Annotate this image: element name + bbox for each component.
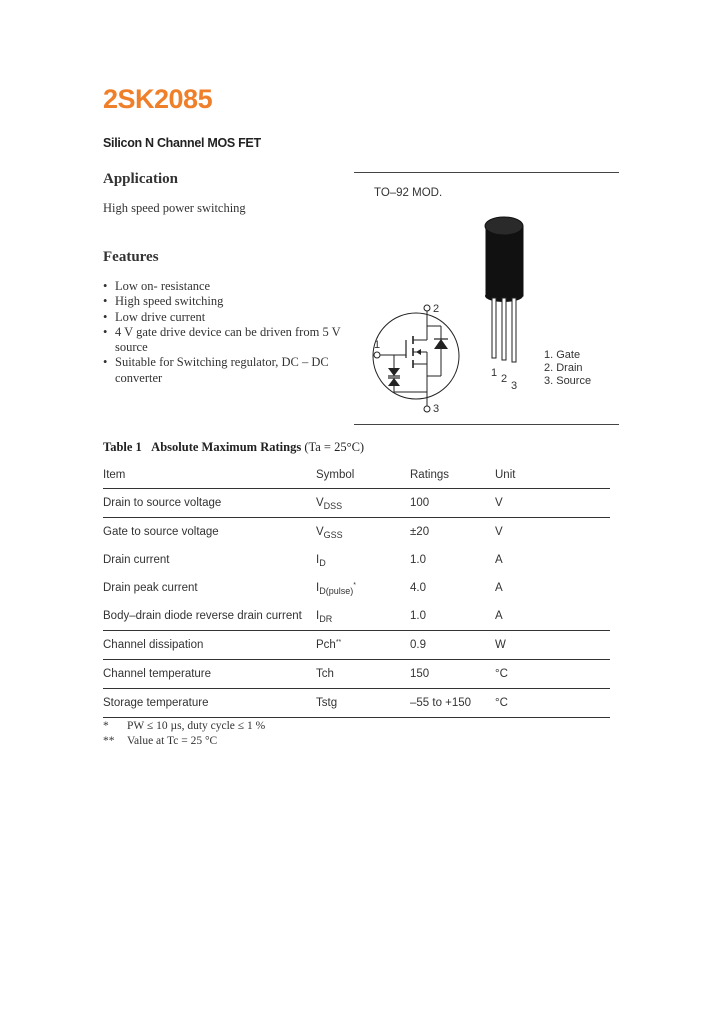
symbol-subscript: GSS xyxy=(323,530,343,540)
cell-item: Gate to source voltage xyxy=(103,526,219,538)
cell-rating: ±20 xyxy=(410,526,430,538)
footnote xyxy=(103,720,265,732)
package-bottom-rule xyxy=(354,424,619,425)
table-row xyxy=(103,631,610,660)
column-header-symbol: Symbol xyxy=(316,461,410,489)
symbol-subscript: DSS xyxy=(323,501,343,511)
table-row xyxy=(103,574,610,602)
cell-unit: W xyxy=(495,631,610,660)
feature-item xyxy=(103,355,343,386)
part-subtitle: Silicon N Channel MOS FET xyxy=(103,136,261,150)
cell-item: Channel dissipation xyxy=(103,631,316,660)
package-pin-1-number: 1 xyxy=(491,367,498,379)
symbol-base: V xyxy=(316,526,324,538)
feature-item xyxy=(103,325,343,356)
table-row xyxy=(103,518,610,547)
bullet-icon: • xyxy=(103,309,108,324)
feature-text: High speed switching xyxy=(115,294,224,309)
cell-item: Drain peak current xyxy=(103,582,198,594)
symbol-base: I xyxy=(316,554,320,566)
cell-unit: A xyxy=(495,582,503,594)
symbol-subscript: D(pulse) xyxy=(319,586,354,596)
circuit-pin-1-label: 1 xyxy=(374,339,381,351)
bullet-icon: • xyxy=(103,294,108,309)
package-top-rule xyxy=(354,172,619,173)
cell-unit: A xyxy=(495,554,503,566)
cell-unit: V xyxy=(495,489,610,518)
cell-rating: 1.0 xyxy=(410,554,426,566)
table-row xyxy=(103,602,610,631)
cell-item: Body–drain diode reverse drain current xyxy=(103,602,316,631)
symbol-base: Pch xyxy=(316,639,336,651)
cell-rating: 150 xyxy=(410,660,495,689)
cell-rating: 0.9 xyxy=(410,631,495,660)
features-heading: Features xyxy=(103,249,159,265)
cell-symbol xyxy=(316,518,410,547)
circuit-pin-3-label: 3 xyxy=(433,403,440,415)
to92-package-icon xyxy=(476,210,536,370)
cell-unit: A xyxy=(495,602,610,631)
feature-text: Suitable for Switching regulator, DC – DC converter xyxy=(115,355,329,385)
symbol-superscript: * xyxy=(353,582,356,589)
feature-item xyxy=(103,294,343,309)
package-pin-2-number: 2 xyxy=(501,373,508,385)
symbol-subscript: DR xyxy=(319,614,333,624)
cell-item: Drain current xyxy=(103,554,170,566)
symbol-base: Tch xyxy=(316,668,334,680)
column-header-item: Item xyxy=(103,461,316,489)
symbol-base: I xyxy=(316,610,320,622)
symbol-base: Tstg xyxy=(316,697,338,709)
absolute-maximum-ratings-table xyxy=(103,461,610,718)
feature-text: Low on- resistance xyxy=(115,279,211,293)
cell-symbol xyxy=(316,546,410,574)
application-heading: Application xyxy=(103,171,179,187)
cell-item: Drain to source voltage xyxy=(103,489,316,518)
feature-item xyxy=(103,310,343,325)
pin-legend-gate: 1. Gate xyxy=(544,349,581,361)
cell-symbol xyxy=(316,689,410,718)
table-body xyxy=(103,489,610,718)
cell-unit: °C xyxy=(495,689,610,718)
cell-rating: 100 xyxy=(410,489,495,518)
bullet-icon: • xyxy=(103,355,108,370)
cell-unit: °C xyxy=(495,660,610,689)
footnote xyxy=(103,735,217,747)
table-caption xyxy=(103,440,364,455)
part-number-title: 2SK2085 xyxy=(103,84,213,114)
mosfet-circuit-symbol-icon xyxy=(366,296,476,421)
table-row xyxy=(103,660,610,689)
package-pin-3-number: 3 xyxy=(511,380,518,392)
bullet-icon: • xyxy=(103,279,108,293)
feature-text: 4 V gate drive device can be driven from 5 V source xyxy=(115,324,341,355)
cell-symbol xyxy=(316,602,410,631)
symbol-base: I xyxy=(316,582,320,594)
column-header-unit: Unit xyxy=(495,461,610,489)
feature-item xyxy=(103,279,343,294)
application-text: High speed power switching xyxy=(103,201,246,215)
footnote-text: PW ≤ 10 µs, duty cycle ≤ 1 % xyxy=(127,720,266,732)
cell-item: Storage temperature xyxy=(103,689,316,718)
footnote-mark: * xyxy=(103,720,109,732)
package-name: TO–92 MOD. xyxy=(374,187,443,199)
cell-symbol xyxy=(316,631,410,660)
cell-item: Channel temperature xyxy=(103,660,316,689)
cell-symbol xyxy=(316,574,410,602)
pin-legend-source: 3. Source xyxy=(544,375,592,387)
footnote-text: Value at Tc = 25 °C xyxy=(127,735,218,747)
column-header-ratings: Ratings xyxy=(410,461,495,489)
table-row xyxy=(103,489,610,518)
bullet-icon: • xyxy=(103,324,108,339)
footnote-mark: ** xyxy=(103,735,115,747)
table-header-row xyxy=(103,461,610,489)
circuit-pin-2-label: 2 xyxy=(433,303,440,315)
cell-symbol xyxy=(316,660,410,689)
pin-legend-drain: 2. Drain xyxy=(544,362,583,374)
table-row xyxy=(103,546,610,574)
symbol-base: V xyxy=(316,497,324,509)
table-caption-number: Table 1 xyxy=(103,440,142,454)
symbol-subscript: D xyxy=(319,558,326,568)
features-list xyxy=(103,279,343,386)
cell-unit: V xyxy=(495,526,503,538)
cell-rating: 4.0 xyxy=(410,582,426,594)
cell-symbol xyxy=(316,489,410,518)
symbol-superscript: ** xyxy=(335,639,342,646)
table-caption-condition: (Ta = 25°C) xyxy=(304,440,365,454)
cell-rating: –55 to +150 xyxy=(410,689,495,718)
table-row xyxy=(103,689,610,718)
table-caption-title: Absolute Maximum Ratings xyxy=(151,440,302,454)
cell-rating: 1.0 xyxy=(410,602,495,631)
feature-text: Low drive current xyxy=(115,309,206,324)
